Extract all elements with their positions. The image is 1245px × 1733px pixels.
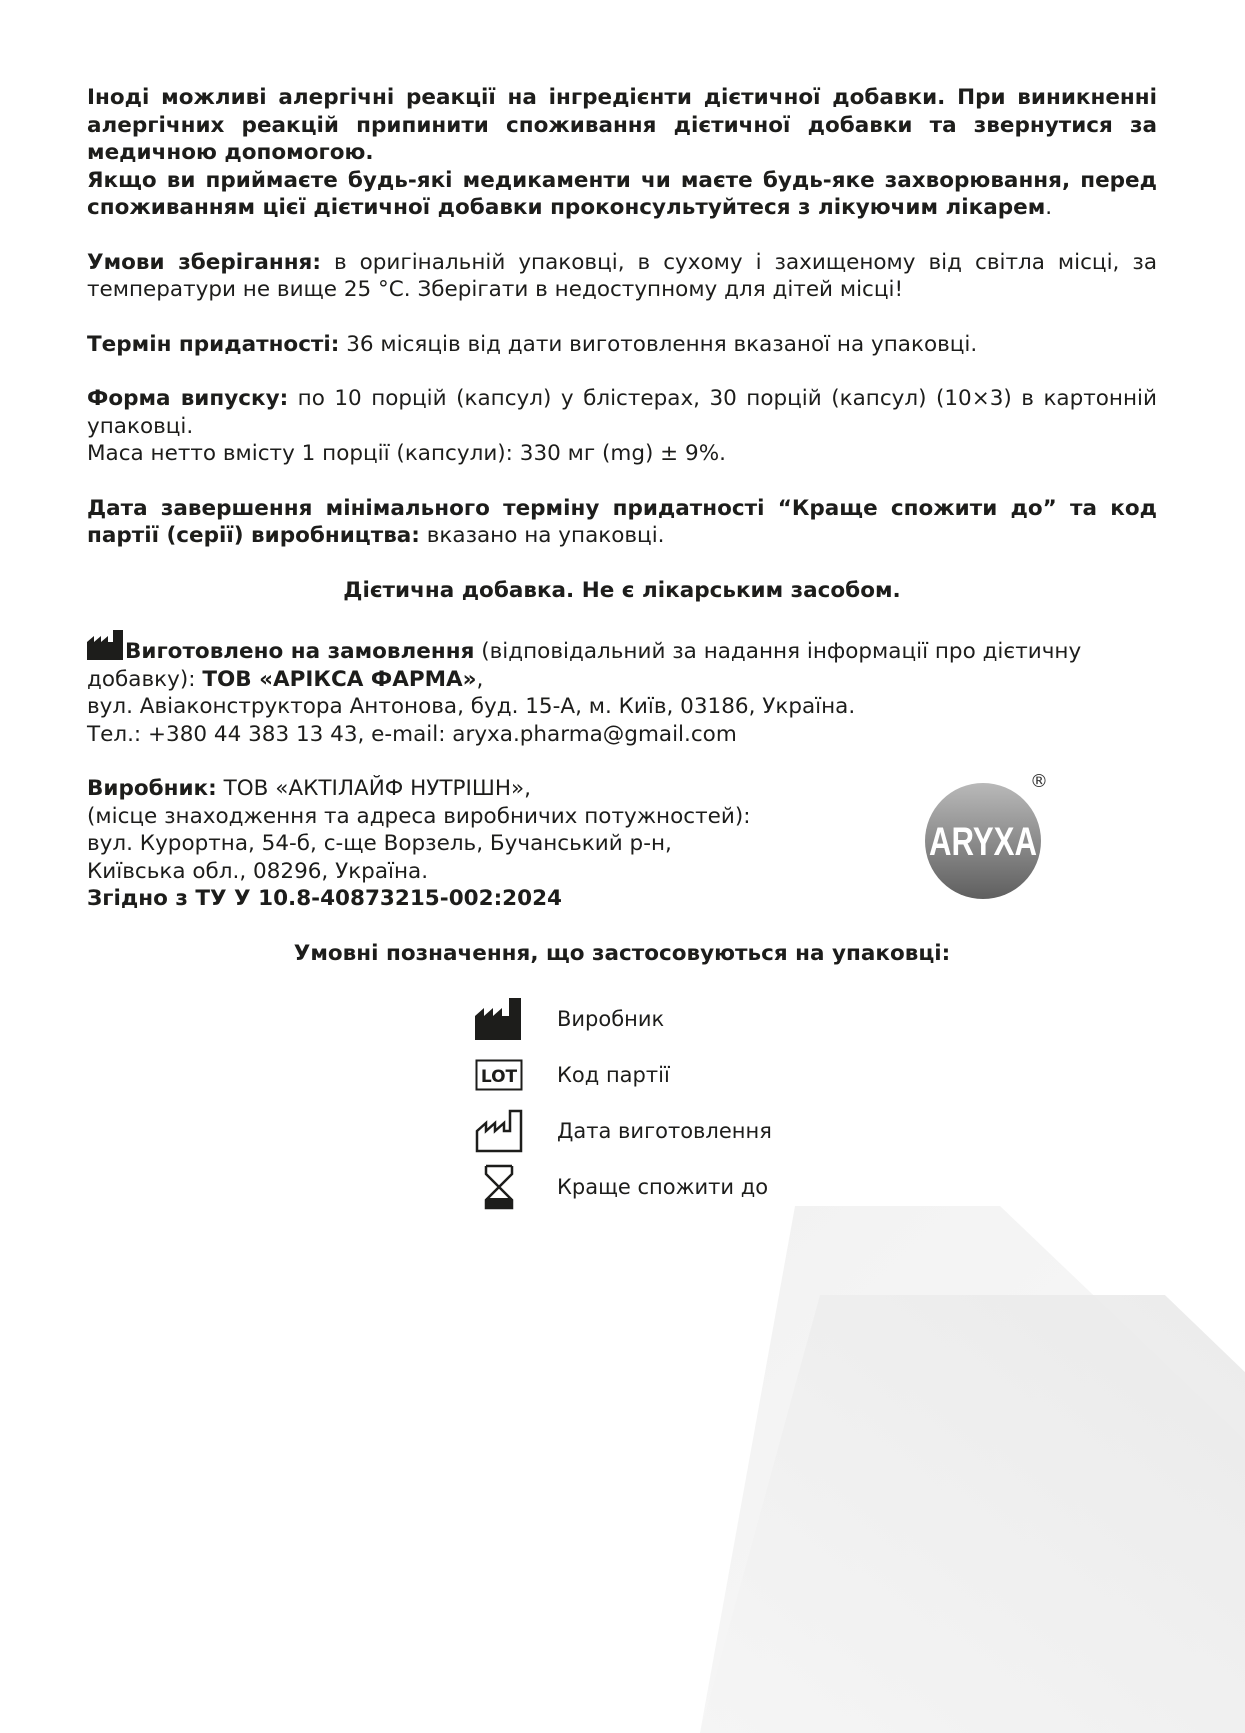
ordered-by-address: вул. Авіаконструктора Антонова, буд. 15-А, м. Київ, 03186, Україна. (87, 694, 856, 719)
medication-warning-end: . (1045, 195, 1053, 220)
lot-icon-text: LOT (480, 1067, 518, 1087)
symbols-legend (471, 991, 1157, 1215)
legend-label-manufacturer: Виробник (557, 1007, 665, 1031)
ordered-by-contacts: Тел.: +380 44 383 13 43, e-mail: aryxa.pharma@gmail.com (87, 721, 737, 747)
ordered-by-text: (відповідальний за надання інформації про дієтичну добавку): (87, 639, 1082, 692)
expiry-text: вказано на упаковці. (419, 523, 665, 548)
manufacture-date-icon (471, 1106, 527, 1156)
disclaimer: Дієтична добавка. Не є лікарським засобом. (343, 577, 901, 603)
expiry-info (87, 495, 1157, 550)
storage-label: Умови зберігання: (87, 249, 321, 275)
lot-icon (471, 1050, 527, 1100)
producer-name: ТОВ «АКТІЛАЙФ НУТРІШН», (216, 776, 531, 801)
legend-label-lot: Код партії (557, 1063, 670, 1087)
registered-mark: ® (1030, 771, 1048, 792)
logo-text: ARYXA (929, 820, 1037, 864)
producer-standard: Згідно з ТУ У 10.8-40873215-002:2024 (87, 886, 563, 911)
net-mass: Маса нетто вмісту 1 порції (капсули): 330 мг (mg) ± 9%. (87, 441, 726, 466)
producer-location-note: (місце знаходження та адреса виробничих потужностей): (87, 803, 751, 829)
legend-label-manufacture-date: Дата виготовлення (557, 1119, 772, 1143)
shelf-life-label: Термін придатності: (87, 331, 340, 357)
release-form-label: Форма випуску: (87, 386, 289, 411)
aryxa-logo (923, 769, 1053, 899)
medication-warning-text: Якщо ви приймаєте будь-які медикаменти чи маєте будь-яке захворювання, перед споживанням цієї дієтичної добавки проконсультуйтеся з лікуючим лікарем (87, 167, 1157, 220)
release-form-text: по 10 порцій (капсул) у блістерах, 30 порцій (капсул) (10×3) в картонній упаковці. (87, 386, 1157, 439)
producer-label: Виробник: (87, 776, 217, 801)
ordered-by-line (87, 630, 1157, 693)
storage-text: в оригінальній упаковці, в сухому і захищеному від світла місці, за температури не вище 25 °С. Зберігати в недоступному для дітей місці! (87, 249, 1157, 302)
ordered-by-comma: , (476, 666, 484, 692)
release-form (87, 385, 1157, 440)
legend-label-best-before: Краще спожити до (557, 1175, 769, 1199)
legend-item (471, 1047, 1157, 1103)
medication-warning (87, 167, 1157, 222)
storage-conditions (87, 249, 1157, 304)
manufacturer-icon (471, 994, 527, 1044)
legend-item (471, 1103, 1157, 1159)
producer-region: Київська обл., 08296, Україна. (87, 858, 429, 884)
shelf-life-text: 36 місяців від дати виготовлення вказаної на упаковці. (339, 331, 978, 357)
allergy-warning: Іноді можливі алергічні реакції на інгредієнти дієтичної добавки. При виникненні алергічних реакцій припинити споживання дієтичної добавки та звернутися за медичною допомогою. (87, 85, 1157, 165)
ordered-by-label: Виготовлено на замовлення (125, 639, 475, 664)
manufacturer-icon (87, 630, 123, 660)
expiry-label: Дата завершення мінімального терміну придатності “Краще спожити до” та код партії (серії) виробництва: (87, 495, 1157, 548)
legend-item (471, 991, 1157, 1047)
producer-block (87, 771, 1157, 913)
ordered-by-block (87, 630, 1157, 748)
ordered-by-company: ТОВ «АРІКСА ФАРМА» (202, 666, 477, 692)
producer-street: вул. Курортна, 54-б, с-ще Ворзель, Бучанський р-н, (87, 831, 672, 856)
hourglass-icon (471, 1162, 527, 1212)
legend-item (471, 1159, 1157, 1215)
leaflet-content (87, 84, 1157, 1215)
legend-title: Умовні позначення, що застосовуються на упаковці: (293, 940, 951, 966)
shelf-life (87, 331, 1157, 359)
